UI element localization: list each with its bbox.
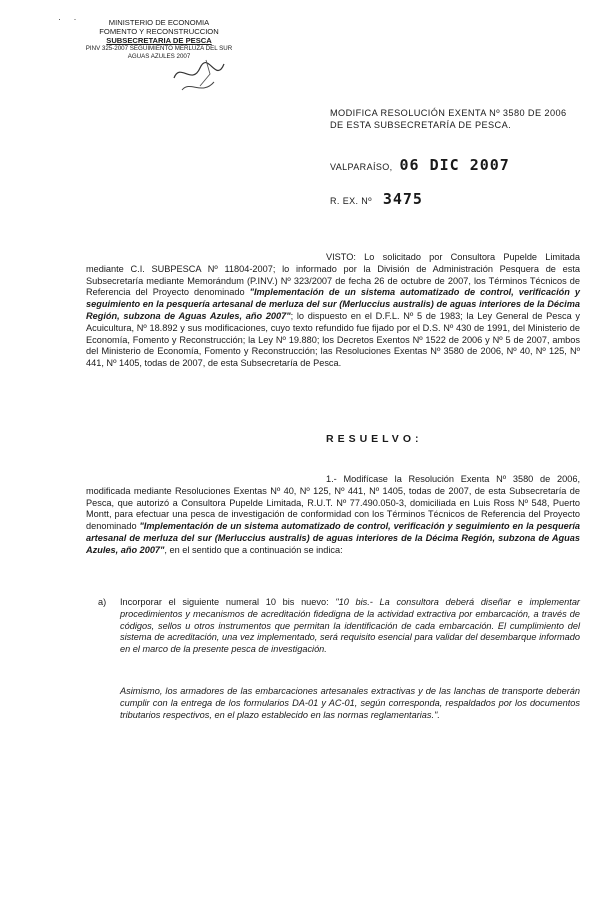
item-a-letter: a) bbox=[98, 597, 107, 607]
visto-text-2: ; lo dispuesto en el D.F.L. Nº 5 de 1983; la Ley General de Pesca y Acuicultura, Nº 18.892 y sus modificaciones, cuyo texto refundido fue fijado por el D.S. Nº 430 de 1991, del Ministerio de Economía, Fomento y Reconstrucción; la Ley Nº 19.880; los Decretos Exentos Nº 1522 de 2006 y Nº 5 de 2007, ambos del Ministerio de Economía, Fomento y Reconstrucción; las Resoluciones Exentas Nº 3580 de 2006, Nº 40, Nº 125, Nº 441, Nº 1405, todas de 2007, de esta Subsecretaría de Pesca. bbox=[86, 310, 580, 369]
visto-project-title: "Implementación de un sistema automatizado de control, verificación y seguimiento en la pesquería artesanal de merluza del sur (Merluccius australis) de aguas interiores de la Décima Región, subzona de Aguas Azules, año 2007" bbox=[86, 287, 580, 321]
document-subject: MODIFICA RESOLUCIÓN EXENTA Nº 3580 DE 2006 DE ESTA SUBSECRETARÍA DE PESCA. bbox=[330, 108, 567, 130]
article-1-text-2: , en el sentido que a continuación se indica: bbox=[164, 544, 343, 555]
letterhead-office: SUBSECRETARIA DE PESCA bbox=[106, 36, 212, 45]
letterhead-reference-1: PINV 325-2007 SEGUIMIENTO MERLUZA DEL SUR bbox=[85, 45, 233, 52]
date-line bbox=[330, 156, 510, 174]
date-place: VALPARAÍSO, bbox=[330, 162, 393, 172]
resolution-label: R. EX. Nº bbox=[330, 196, 372, 206]
corner-scan-mark: · · bbox=[58, 14, 77, 24]
item-a-text: "10 bis.- La consultora deberá diseñar e implementar procedimientos y mecanismos de acreditación fidedigna de la actividad extractiva por embarcación, a través de códigos, sellos u otros instrumentos que permitan la identificación de cada embarcación. El cumplimiento del sistema de acreditación, una vez implementado, será requisito esencial para validar del desembarque informado en el marco de la presente pesca de investigación. bbox=[120, 597, 580, 655]
letterhead bbox=[84, 18, 234, 61]
resuelvo-heading: RESUELVO: bbox=[326, 433, 423, 445]
article-1-text-1: 1.- Modifícase la Resolución Exenta Nº 3580 de 2006, modificada mediante Resoluciones Exentas Nº 40, Nº 125, Nº 441, Nº 1405, todas de 2007, de esta Subsecretaría de Pesca, que autorizó a Consultora Pupelde Limitada, R.U.T. Nº 77.490.050-3, domiciliada en Luis Ross Nº 548, Puerto Montt, para efectuar una pesca de investigación de conformidad con los Términos Técnicos de Referencia del Proyecto denominado bbox=[86, 474, 580, 532]
letterhead-ministry-2: FOMENTO Y RECONSTRUCCION bbox=[99, 27, 219, 36]
visto-paragraph bbox=[86, 252, 580, 370]
item-a-body bbox=[120, 597, 580, 656]
resolution-number-line bbox=[330, 190, 423, 208]
resolution-number: 3475 bbox=[382, 190, 423, 208]
date-stamp: 06 DIC 2007 bbox=[399, 156, 510, 174]
item-a-second-paragraph: Asimismo, los armadores de las embarcaciones artesanales extractivas y de las lanchas de transporte deberán cumplir con la entrega de los formularios DA-01 y AC-01, según corresponda, respaldados por los documentos tributarios respectivos, en el plazo establecido en las normas reglamentarias.". bbox=[120, 686, 580, 720]
letterhead-reference-2: AGUAS AZULES 2007 bbox=[127, 53, 191, 60]
article-1-project-title: "Implementación de un sistema automatizado de control, verificación y seguimiento en la pesquería artesanal de merluza del sur (Merluccius australis) de aguas interiores de la Décima Región, subzona de Aguas Azules, año 2007" bbox=[86, 521, 581, 555]
visto-text-1: VISTO: Lo solicitado por Consultora Pupelde Limitada mediante C.I. SUBPESCA Nº 11804-2007; lo informado por la División de Administración Pesquera de esta Subsecretaría mediante Memorándum (P.INV.) Nº 323/2007 de fecha 26 de octubre de 2007, los Términos Técnicos de Referencia del Proyecto denominado bbox=[86, 252, 580, 298]
initials-stamp-icon bbox=[170, 56, 228, 100]
article-1-paragraph bbox=[86, 474, 580, 557]
letterhead-ministry: MINISTERIO DE ECONOMIA bbox=[108, 18, 210, 27]
item-a-lead: Incorporar el siguiente numeral 10 bis nuevo: bbox=[120, 597, 336, 607]
